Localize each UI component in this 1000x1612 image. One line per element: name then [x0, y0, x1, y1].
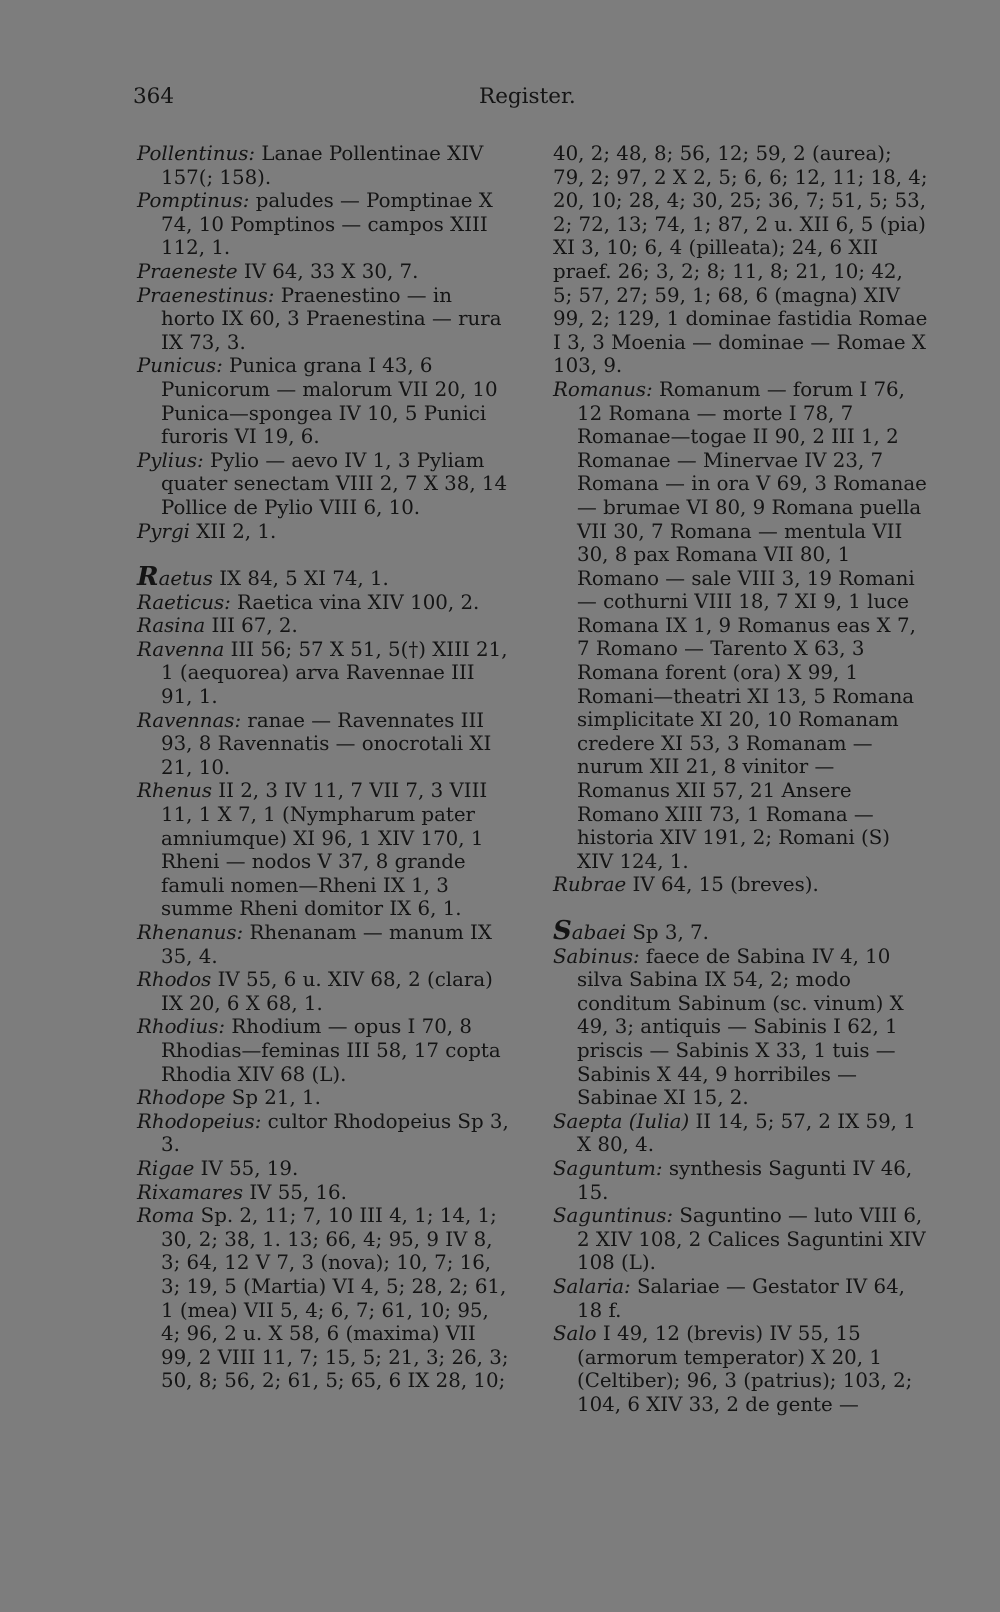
entry-references: ranae — Ravennates III 93, 8 Ravennatis — onocrotali XI 21, 10.: [161, 708, 492, 779]
entry-headword: Rhodius:: [137, 1015, 226, 1039]
index-entry: [137, 449, 510, 520]
entry-headword: Sabinus:: [553, 944, 640, 968]
index-entry: [137, 1086, 510, 1110]
entry-references: Sp 3, 7.: [626, 921, 709, 944]
entry-headword: Saguntum:: [553, 1156, 663, 1180]
index-entry: [137, 354, 510, 448]
entry-headword: Rhodopeius:: [137, 1109, 262, 1133]
entry-references: Rhenanam — manum IX 35, 4.: [161, 921, 492, 968]
entry-references: Lanae Pollentinae XIV 157(; 158).: [161, 142, 484, 189]
entry-headword: Praenestinus:: [137, 283, 275, 307]
index-entry: [553, 378, 928, 873]
entry-headword: Roma: [137, 1204, 195, 1228]
entry-headword: abaei: [571, 921, 627, 944]
index-entry: [137, 260, 510, 284]
index-entry: [137, 1181, 510, 1205]
entry-headword: Punicus:: [137, 354, 223, 378]
index-entry: [137, 779, 510, 921]
entry-references: cultor Rhodopeius Sp 3, 3.: [161, 1109, 509, 1157]
entry-references: II 14, 5; 57, 2 IX 59, 1 X 80, 4.: [577, 1109, 916, 1157]
index-entry: [553, 1322, 928, 1416]
index-entry: [137, 284, 510, 355]
entry-headword: Rubrae: [553, 873, 627, 897]
section-initial: S: [553, 916, 572, 946]
entry-references: Punica grana I 43, 6 Punicorum — malorum VII 20, 10 Punica—spongea IV 10, 5 Punici furoris VI 19, 6.: [161, 354, 498, 449]
entry-references: Rhodium — opus I 70, 8 Rhodias—feminas III 58, 17 copta Rhodia XIV 68 (L).: [161, 1015, 501, 1086]
index-entry: [553, 1157, 928, 1204]
entry-references: III 56; 57 X 51, 5(†) XIII 21, 1 (aequorea) arva Ravennae III 91, 1.: [161, 637, 508, 709]
index-entry: [137, 562, 510, 593]
entry-headword: Pomptinus:: [137, 189, 250, 213]
entry-headword: Rhodos: [137, 968, 212, 992]
entry-headword: Rhodope: [137, 1086, 226, 1110]
entry-references: Saguntino — luto VIII 6, 2 XIV 108, 2 Calices Saguntini XIV 108 (L).: [577, 1204, 926, 1275]
entry-headword: Praeneste: [137, 259, 238, 283]
index-entry: [553, 1110, 928, 1157]
entry-headword: Rasina: [137, 614, 206, 638]
entry-references: faece de Sabina IV 4, 10 silva Sabina IX 54, 2; modo conditum Sabinum (sc. vinum) X 49, 3; antiquis — Sabinis I 62, 1 priscis — Sabinis X 33, 1 tuis — Sabinis X 44, 9 horribiles — Sabinae XI 15, 2.: [577, 944, 904, 1110]
entry-references: Raetica vina XIV 100, 2.: [230, 590, 480, 614]
entry-references: XII 2, 1.: [189, 519, 277, 543]
index-entry: [137, 1015, 510, 1086]
index-entry: [137, 968, 510, 1015]
entry-headword: Raeticus:: [137, 590, 231, 614]
entry-headword: Pollentinus:: [137, 142, 256, 165]
entry-references: IV 64, 15 (breves).: [626, 873, 819, 897]
running-title: Register.: [479, 84, 576, 109]
entry-references: III 67, 2.: [205, 614, 298, 638]
page-header: [133, 84, 575, 114]
index-entry: [553, 142, 928, 378]
entry-headword: Rixamares: [137, 1180, 244, 1204]
entry-headword: Ravenna: [137, 637, 225, 661]
index-entry: [553, 916, 928, 946]
entry-references: synthesis Sagunti IV 46, 15.: [577, 1156, 913, 1204]
right-column: [553, 142, 928, 1416]
entry-references: Sp 21, 1.: [225, 1086, 321, 1110]
entry-references: IV 55, 19.: [194, 1156, 299, 1180]
entry-headword: Salaria:: [553, 1274, 631, 1298]
index-entry: [137, 520, 510, 544]
index-entry: [553, 945, 928, 1110]
index-entry: [137, 189, 510, 260]
index-entry: [137, 1157, 510, 1181]
index-entry: [553, 1204, 928, 1275]
entry-headword: Rhenanus:: [137, 921, 244, 944]
entry-headword: Ravennas:: [137, 708, 242, 732]
entry-references: Romanum — forum I 76, 12 Romana — morte I 78, 7 Romanae—togae II 90, 2 III 1, 2 Romanae — Minervae IV 23, 7 Romana — in ora V 69, 3 Romanae — brumae VI 80, 9 Romana puella VII 30, 7 Romana — mentula VII 30, 8 pax Romana VII 80, 1 Romano — sale VIII 3, 19 Romani — cothurni VIII 18, 7 XI 9, 1 luce Romana IX 1, 9 Romanus eas X 7, 7 Romano — Tarento X 63, 3 Romana forent (ora) X 99, 1 Romani—theatri XI 13, 5 Romana simplicitate XI 20, 10 Romanam credere XI 53, 3 Romanam — nurum XII 21, 8 vinitor — Romanus XII 57, 21 Ansere Romano XIII 73, 1 Romana — historia XIV 191, 2; Romani (S) XIV 124, 1.: [577, 377, 927, 873]
entry-headword: Salo: [553, 1322, 597, 1346]
entry-headword: Saepta (Iulia): [553, 1109, 690, 1133]
index-entry: [553, 1275, 928, 1322]
entry-references: Pylio — aevo IV 1, 3 Pyliam quater senectam VIII 2, 7 X 38, 14 Pollice de Pylio VIII 6, 10.: [161, 448, 508, 519]
entry-headword: Pyrgi: [137, 519, 190, 543]
entry-headword: Rhenus: [137, 779, 212, 803]
entry-references: IV 55, 16.: [243, 1180, 347, 1204]
index-entry: [137, 142, 510, 189]
entry-references: IV 64, 33 X 30, 7.: [237, 259, 419, 283]
entry-references: II 2, 3 IV 11, 7 VII 7, 3 VIII 11, 1 X 7, 1 (Nympharum pater amniumque) XI 96, 1 XIV 170, 1 Rheni — nodos V 37, 8 grande famuli nomen—Rheni IX 1, 3 summe Rheni domitor IX 6, 1.: [161, 779, 488, 921]
entry-references: Praenestino — in horto IX 60, 3 Praenestina — rura IX 73, 3.: [161, 283, 502, 354]
entry-references: IX 84, 5 XI 74, 1.: [212, 567, 389, 591]
entry-references: I 49, 12 (brevis) IV 55, 15 (armorum temperator) X 20, 1 (Celtiber); 96, 3 (patrius); 103, 2; 104, 6 XIV 33, 2 de gente —: [577, 1322, 913, 1416]
entry-headword: aetus: [158, 567, 213, 591]
left-column: [137, 142, 510, 1393]
entry-headword: Pylius:: [137, 448, 204, 472]
entry-references: paludes — Pomptinae X 74, 10 Pomptinos — campos XIII 112, 1.: [161, 189, 493, 260]
index-entry: [137, 709, 510, 780]
index-entry: [137, 638, 510, 709]
entry-headword: Rigae: [137, 1156, 195, 1180]
entry-references: Sp. 2, 11; 7, 10 III 4, 1; 14, 1; 30, 2; 38, 1. 13; 66, 4; 95, 9 IV 8, 3; 64, 12 V 7, 3 (nova); 10, 7; 16, 3; 19, 5 (Martia) VI 4, 5; 28, 2; 61, 1 (mea) VII 5, 4; 6, 7; 61, 10; 95, 4; 96, 2 u. X 58, 6 (maxima) VII 99, 2 VIII 11, 7; 15, 5; 21, 3; 26, 3; 50, 8; 56, 2; 61, 5; 65, 6 IX 28, 10;: [161, 1204, 509, 1393]
index-entry: [553, 873, 928, 897]
index-entry: [137, 591, 510, 615]
page-number: 364: [133, 84, 175, 109]
entry-headword: Romanus:: [553, 377, 653, 401]
index-entry: [137, 921, 510, 968]
index-entry: [137, 1110, 510, 1157]
section-initial: R: [137, 562, 159, 593]
entry-headword: Saguntinus:: [553, 1204, 674, 1228]
index-entry: [137, 614, 510, 638]
entry-references: Salariae — Gestator IV 64, 18 f.: [577, 1274, 905, 1322]
entry-references: 40, 2; 48, 8; 56, 12; 59, 2 (aurea); 79, 2; 97, 2 X 2, 5; 6, 6; 12, 11; 18, 4; 20, 10; 28, 4; 30, 25; 36, 7; 51, 5; 53, 2; 72, 13; 74, 1; 87, 2 u. XII 6, 5 (pia) XI 3, 10; 6, 4 (pilleata); 24, 6 XII praef. 26; 3, 2; 8; 11, 8; 21, 10; 42, 5; 57, 27; 59, 1; 68, 6 (magna) XIV 99, 2; 129, 1 dominae fastidia Romae I 3, 3 Moenia — dominae — Romae X 103, 9.: [553, 142, 928, 378]
index-entry: [137, 1204, 510, 1393]
entry-references: IV 55, 6 u. XIV 68, 2 (clara) IX 20, 6 X 68, 1.: [161, 968, 493, 1015]
